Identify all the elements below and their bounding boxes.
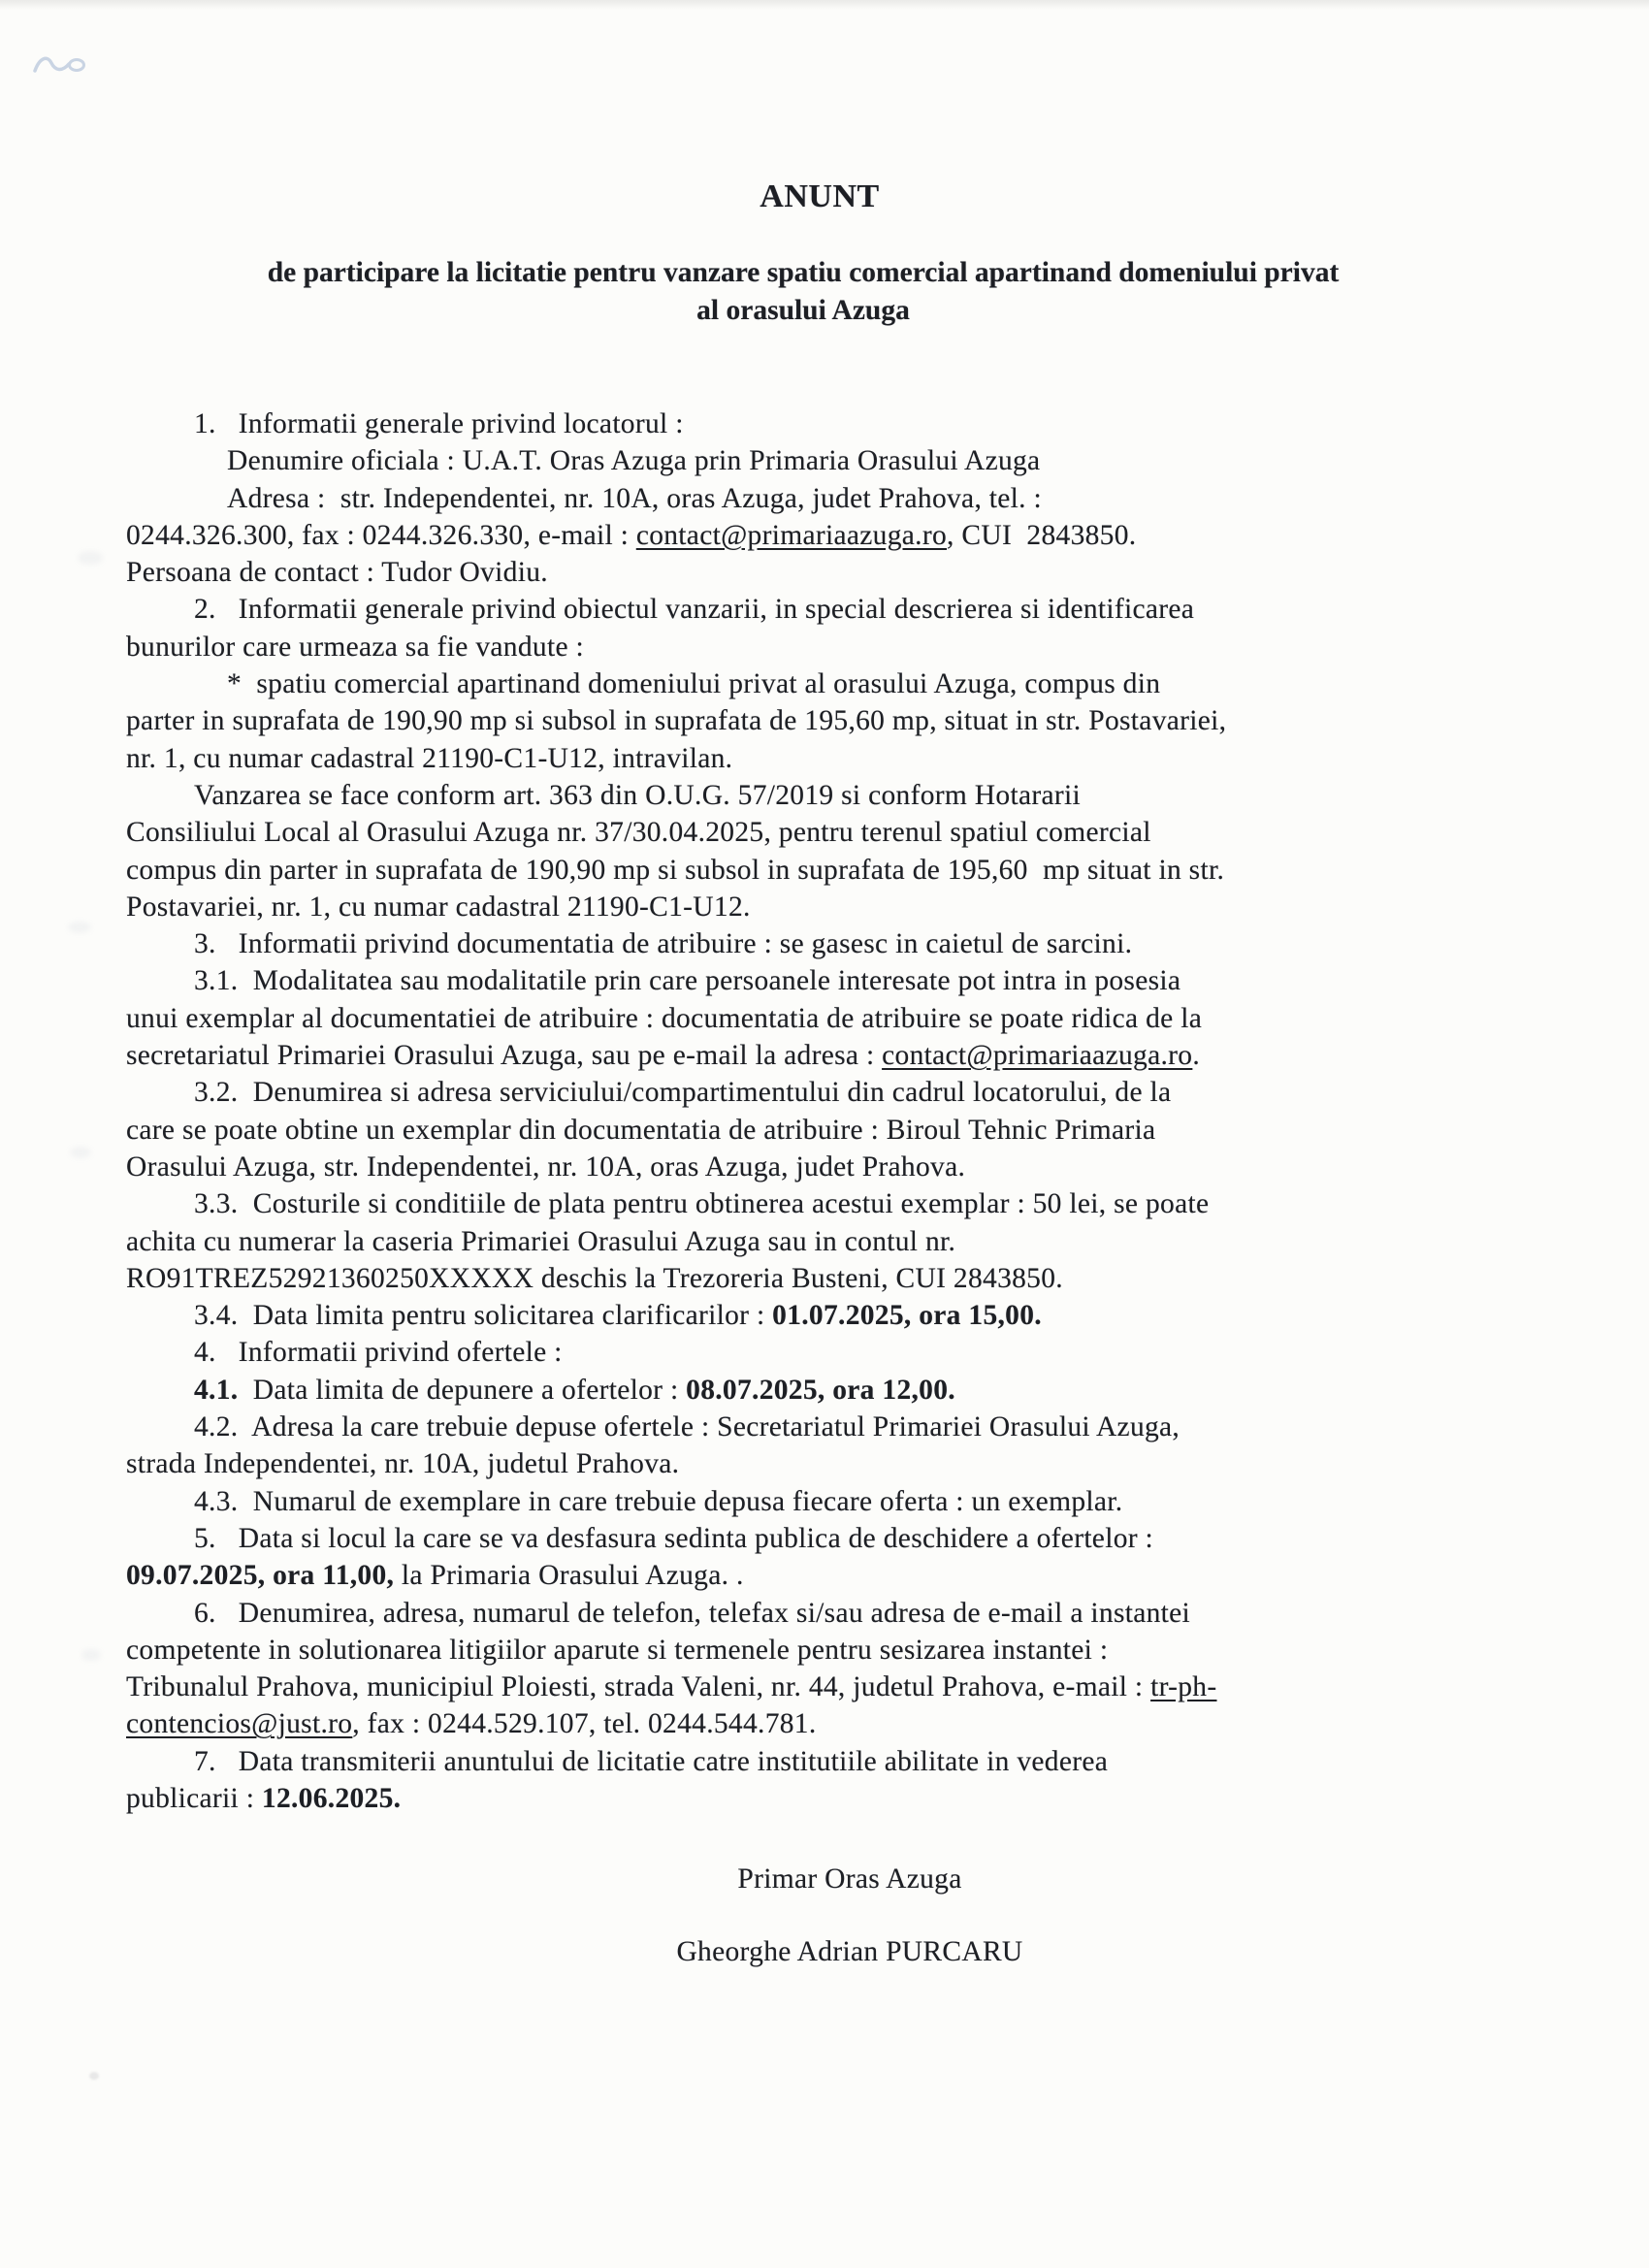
doc-line [126, 1743, 1533, 1780]
doc-line [126, 1520, 1533, 1557]
doc-line [126, 1112, 1533, 1149]
document-title: ANUNT [760, 178, 880, 214]
doc-line [126, 442, 1533, 479]
doc-text: bunurilor care urmeaza sa fie vandute : [126, 631, 585, 663]
doc-line [126, 740, 1533, 777]
scan-smudge [81, 1649, 101, 1661]
doc-text: Vanzarea se face conform art. 363 din O.U.G. 57/2019 si conform Hotararii [194, 779, 1081, 811]
doc-line [126, 777, 1533, 814]
scan-squiggle-mark [31, 47, 91, 83]
doc-text: strada Independentei, nr. 10A, judetul Prahova. [126, 1448, 680, 1480]
doc-line [126, 405, 1533, 442]
doc-text: , fax : 0244.529.107, tel. 0244.544.781. [352, 1708, 817, 1740]
doc-text: Consiliului Local al Orasului Azuga nr. 37/30.04.2025, pentru terenul spatiul comercial [126, 817, 1151, 849]
doc-line [126, 962, 1533, 999]
doc-line [126, 1409, 1533, 1445]
doc-text: 3.4. Data limita pentru solicitarea clarificarilor : [194, 1300, 773, 1332]
doc-line [126, 1223, 1533, 1260]
doc-line [126, 1669, 1533, 1705]
scan-smudge [68, 922, 91, 933]
doc-text: Data limita de depunere a ofertelor : [238, 1374, 687, 1406]
doc-text: care se poate obtine un exemplar din documentatia de atribuire : Biroul Tehnic Primaria [126, 1114, 1156, 1146]
doc-text: 3.1. Modalitatea sau modalitatile prin care persoanele interesate pot intra in posesia [194, 965, 1181, 997]
doc-text: compus din parter in suprafata de 190,90 mp si subsol in suprafata de 195,60 mp situat in str. [126, 854, 1225, 886]
doc-line [126, 591, 1533, 628]
document-subtitle-line-1: de participare la licitatie pentru vanzare spatiu comercial apartinand domeniului privat [267, 257, 1340, 288]
doc-text: Postavariei, nr. 1, cu numar cadastral 21190-C1-U12. [126, 891, 751, 923]
doc-text: 4.2. Adresa la care trebuie depuse ofertele : Secretariatul Primariei Orasului Azuga, [194, 1411, 1180, 1443]
doc-line [126, 925, 1533, 962]
doc-text: 4.3. Numarul de exemplare in care trebuie depusa fiecare oferta : un exemplar. [194, 1485, 1123, 1517]
doc-text: 4. Informatii privind ofertele : [194, 1337, 563, 1369]
doc-line [126, 1595, 1533, 1632]
doc-text: Persoana de contact : Tudor Ovidiu. [126, 557, 548, 589]
doc-line [126, 702, 1533, 739]
doc-text: . [1192, 1040, 1201, 1072]
doc-line [126, 1074, 1533, 1111]
document-subtitle-line-2: al orasului Azuga [696, 294, 910, 326]
doc-line [126, 1483, 1533, 1520]
doc-text: Denumire oficiala : U.A.T. Oras Azuga prin Primaria Orasului Azuga [227, 445, 1041, 477]
doc-text: 1. Informatii generale privind locatorul : [194, 408, 684, 439]
doc-text: publicarii : [126, 1782, 262, 1814]
doc-line [126, 1297, 1533, 1334]
doc-line [126, 629, 1533, 665]
doc-text: secretariatul Primariei Orasului Azuga, sau pe e-mail la adresa : [126, 1040, 883, 1072]
document-body [126, 405, 1533, 1817]
doc-text: 4.1. [194, 1374, 239, 1406]
doc-text: 09.07.2025, ora 11,00, [126, 1560, 395, 1592]
doc-line [126, 1780, 1533, 1817]
scan-smudge [70, 1147, 91, 1158]
doc-line [126, 517, 1533, 554]
doc-line [126, 1000, 1533, 1037]
doc-line [126, 852, 1533, 889]
doc-text: 08.07.2025, ora 12,00. [686, 1374, 955, 1406]
scan-smudge [78, 551, 103, 565]
doc-text: Adresa : str. Independentei, nr. 10A, oras Azuga, judet Prahova, tel. : [227, 482, 1043, 514]
doc-text: RO91TREZ52921360250XXXXX deschis la Trezoreria Busteni, CUI 2843850. [126, 1262, 1063, 1294]
doc-text: parter in suprafata de 190,90 mp si subsol in suprafata de 195,60 mp, situat in str. Postavariei, [126, 705, 1227, 737]
doc-text: unui exemplar al documentatiei de atribuire : documentatia de atribuire se poate ridica de la [126, 1002, 1203, 1034]
doc-line [126, 1037, 1533, 1074]
doc-text: competente in solutionarea litigiilor aparute si termenele pentru sesizarea instantei : [126, 1634, 1109, 1666]
doc-text: 01.07.2025, ora 15,00. [772, 1300, 1042, 1332]
doc-line [126, 814, 1533, 851]
doc-text: 3.3. Costurile si conditiile de plata pentru obtinerea acestui exemplar : 50 lei, se poate [194, 1188, 1210, 1220]
doc-text: la Primaria Orasului Azuga. . [394, 1560, 744, 1592]
doc-line [126, 1185, 1533, 1222]
underlined-email-text: tr-ph- [1150, 1671, 1217, 1703]
doc-text: Tribunalul Prahova, municipiul Ploiesti, strada Valeni, nr. 44, judetul Prahova, e-mail : [126, 1671, 1151, 1703]
doc-text: 7. Data transmiterii anuntului de licitatie catre institutiile abilitate in vederea [194, 1745, 1109, 1777]
document-subtitle [0, 254, 1606, 329]
doc-text: 3. Informatii privind documentatia de atribuire : se gasesc in caietul de sarcini. [194, 928, 1133, 960]
doc-text: nr. 1, cu numar cadastral 21190-C1-U12, intravilan. [126, 742, 733, 774]
doc-line [126, 665, 1533, 702]
underlined-email-text: contencios@just.ro [126, 1708, 353, 1740]
doc-text: 6. Denumirea, adresa, numarul de telefon, telefax si/sau adresa de e-mail a instantei [194, 1597, 1191, 1629]
underlined-email-text: contact@primariaazuga.ro [635, 519, 948, 551]
doc-line [126, 1372, 1533, 1409]
doc-line [126, 1149, 1533, 1185]
doc-text: 12.06.2025. [261, 1782, 402, 1814]
doc-line [126, 1445, 1533, 1482]
doc-line [126, 1632, 1533, 1669]
signature-name: Gheorghe Adrian PURCARU [676, 1936, 1023, 1967]
doc-text: 2. Informatii generale privind obiectul vanzarii, in special descrierea si identificarea [194, 594, 1195, 626]
signature-role: Primar Oras Azuga [737, 1863, 962, 1895]
doc-line [126, 889, 1533, 925]
doc-line [126, 1260, 1533, 1297]
doc-line [126, 1334, 1533, 1371]
doc-text: * spatiu comercial apartinand domeniului privat al orasului Azuga, compus din [227, 668, 1161, 700]
scan-smudge [89, 2072, 99, 2080]
doc-line [126, 554, 1533, 591]
doc-text: 0244.326.300, fax : 0244.326.330, e-mail : [126, 519, 636, 551]
doc-text: , CUI 2843850. [947, 519, 1137, 551]
doc-line [126, 1557, 1533, 1594]
doc-line [126, 1705, 1533, 1742]
doc-text: achita cu numerar la caseria Primariei Orasului Azuga sau in contul nr. [126, 1225, 956, 1257]
doc-text: 5. Data si locul la care se va desfasura sedinta publica de deschidere a ofertelor : [194, 1522, 1154, 1554]
doc-line [126, 480, 1533, 517]
underlined-email-text: contact@primariaazuga.ro [882, 1040, 1193, 1072]
doc-text: 3.2. Denumirea si adresa serviciului/compartimentului din cadrul locatorului, de la [194, 1077, 1172, 1109]
doc-text: Orasului Azuga, str. Independentei, nr. 10A, oras Azuga, judet Prahova. [126, 1150, 966, 1183]
